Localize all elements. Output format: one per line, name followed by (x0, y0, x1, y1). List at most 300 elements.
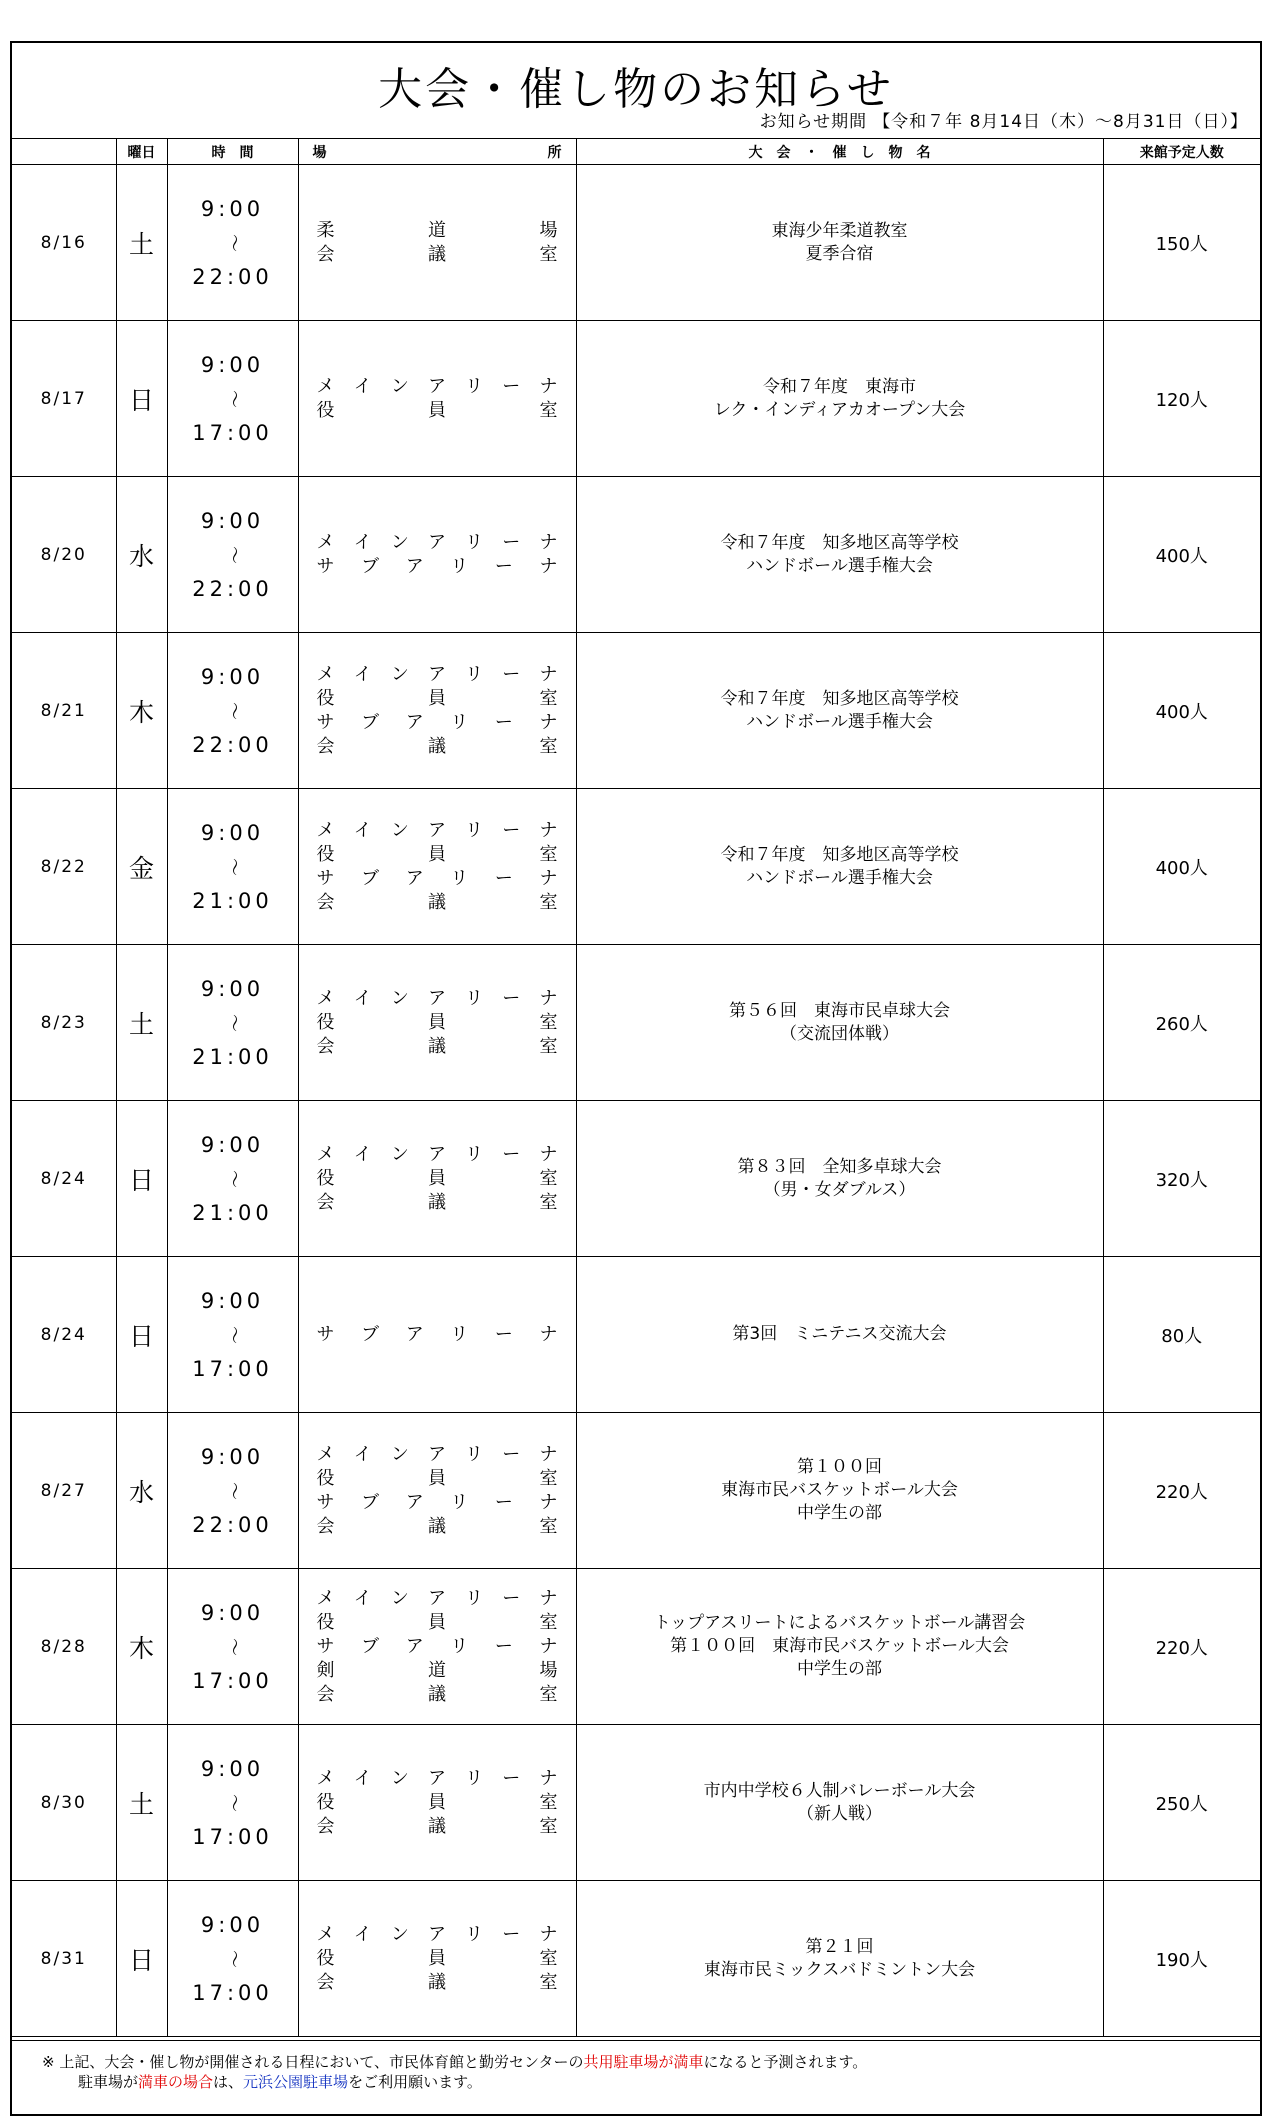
event-date: 8/24 (12, 1257, 116, 1413)
venue-name (317, 531, 558, 555)
event-name (576, 321, 1103, 477)
event-name-line: 令和７年度 知多地区高等学校 (720, 532, 959, 553)
end-time: 17:00 (192, 1356, 273, 1381)
venue-char: 議 (428, 735, 446, 757)
expected-attendance: 190人 (1103, 1881, 1260, 2037)
venue-char: メ (316, 987, 335, 1009)
venue-char: イ (353, 1767, 372, 1789)
venue-char: ー (494, 1491, 513, 1513)
venue-char: イ (353, 819, 372, 841)
event-time (167, 1413, 298, 1569)
notice-text: 駐車場が (78, 2073, 139, 2091)
start-time: 9:00 (200, 196, 265, 221)
venue-char: メ (316, 1587, 335, 1609)
venue-char: ン (390, 819, 409, 841)
venue-name (317, 1011, 558, 1035)
time-range-tilde: ～ (222, 1793, 244, 1812)
start-time: 9:00 (200, 976, 265, 1001)
event-day-of-week: 土 (116, 945, 167, 1101)
venue-char: ブ (361, 1635, 380, 1657)
event-time (167, 321, 298, 477)
table-row (12, 1725, 1260, 1881)
venue-char: 役 (316, 1947, 335, 1969)
event-day-of-week: 日 (116, 1881, 167, 2037)
venue-char: 道 (428, 219, 446, 241)
venue-char: ナ (539, 531, 558, 553)
event-date: 8/16 (12, 165, 116, 321)
venue-char: 会 (316, 735, 335, 757)
event-name (576, 165, 1103, 321)
venue-name (317, 1191, 558, 1215)
event-time (167, 1101, 298, 1257)
venue-char: 会 (316, 1815, 335, 1837)
schedule-body (12, 165, 1260, 2037)
venue-char: 議 (428, 1191, 446, 1213)
venue-char: 会 (316, 1971, 335, 1993)
venue-char: ア (405, 1635, 424, 1657)
event-name-line: 東海少年柔道教室 (771, 220, 908, 241)
venue-char: 会 (316, 243, 335, 265)
event-day-of-week: 水 (116, 477, 167, 633)
venue-char: 議 (428, 1971, 446, 1993)
venue-name (317, 375, 558, 399)
venue-char: ー (502, 1587, 521, 1609)
venue-char: ナ (539, 987, 558, 1009)
expected-attendance: 220人 (1103, 1569, 1260, 1725)
venue-char: ー (502, 663, 521, 685)
venue-name (317, 1515, 558, 1539)
event-name (576, 1413, 1103, 1569)
event-day-of-week: 土 (116, 1725, 167, 1881)
venue-char: 員 (428, 1167, 446, 1189)
venue-char: ー (502, 819, 521, 841)
event-day-of-week: 金 (116, 789, 167, 945)
event-name-line: 令和７年度 知多地区高等学校 (720, 688, 959, 709)
event-venues (298, 633, 576, 789)
venue-name (317, 735, 558, 759)
event-time (167, 1569, 298, 1725)
venue-char: ナ (539, 1443, 558, 1465)
venue-char: ン (390, 987, 409, 1009)
venue-char: 場 (539, 219, 558, 241)
venue-char: ン (390, 1923, 409, 1945)
venue-char: ア (427, 1767, 446, 1789)
venue-char: イ (353, 375, 372, 397)
venue-char: ー (502, 1443, 521, 1465)
venue-name (317, 1167, 558, 1191)
venue-char: 室 (539, 1191, 558, 1213)
venue-char: 役 (316, 1167, 335, 1189)
header-time: 時 間 (167, 139, 298, 165)
venue-char: ナ (539, 1923, 558, 1945)
venue-name (317, 843, 558, 867)
venue-name (317, 1035, 558, 1059)
event-name (576, 945, 1103, 1101)
venue-char: 員 (428, 1947, 446, 1969)
venue-char: ア (405, 711, 424, 733)
event-name-line: 第２１回 (805, 1936, 874, 1957)
time-range-tilde: ～ (222, 1013, 244, 1032)
end-time: 21:00 (192, 1044, 273, 1069)
header-event: 大 会 ・ 催 し 物 名 (576, 139, 1103, 165)
venue-char: ナ (539, 555, 558, 577)
venue-name (317, 399, 558, 423)
event-time (167, 477, 298, 633)
event-name-line: 第１００回 東海市民バスケットボール大会 (670, 1636, 1009, 1656)
venue-char: ー (502, 375, 521, 397)
venue-char: リ (450, 555, 469, 577)
venue-name (317, 867, 558, 891)
venue-char: ー (494, 711, 513, 733)
venue-char: 員 (428, 1011, 446, 1033)
header-count: 来館予定人数 (1103, 139, 1260, 165)
venue-char: ア (427, 1143, 446, 1165)
event-day-of-week: 土 (116, 165, 167, 321)
event-day-of-week: 日 (116, 1101, 167, 1257)
venue-char: 剣 (316, 1659, 335, 1681)
time-range-tilde: ～ (222, 545, 244, 564)
start-time: 9:00 (200, 820, 265, 845)
venue-char: 議 (428, 1515, 446, 1537)
table-row (12, 945, 1260, 1101)
venue-name (317, 243, 558, 267)
venue-name (317, 219, 558, 243)
venue-char: 室 (539, 1467, 558, 1489)
venue-name (317, 1143, 558, 1167)
event-venues (298, 165, 576, 321)
notice-period (760, 107, 1248, 132)
end-time: 22:00 (192, 732, 273, 757)
event-date: 8/28 (12, 1569, 116, 1725)
venue-char: 役 (316, 399, 335, 421)
venue-char: 室 (539, 1035, 558, 1057)
event-name-line: （男・女ダブルス） (763, 1179, 916, 1200)
venue-char: ナ (539, 1491, 558, 1513)
event-name-line: 中学生の部 (797, 1503, 882, 1523)
venue-char: ン (390, 375, 409, 397)
venue-char: 室 (539, 687, 558, 709)
event-date: 8/22 (12, 789, 116, 945)
time-range-tilde: ～ (222, 1637, 244, 1656)
venue-char: ブ (361, 555, 380, 577)
venue-char: ナ (539, 1587, 558, 1609)
expected-attendance: 150人 (1103, 165, 1260, 321)
expected-attendance: 400人 (1103, 633, 1260, 789)
event-date: 8/27 (12, 1413, 116, 1569)
event-name (576, 477, 1103, 633)
period-label: お知らせ期間 (759, 112, 868, 132)
venue-char: ナ (539, 1323, 558, 1345)
venue-char: サ (316, 711, 335, 733)
notice-text: をご利用願います。 (348, 2073, 482, 2091)
event-name-line: トップアスリートによるバスケットボール講習会 (653, 1613, 1026, 1633)
venue-char: 員 (428, 1611, 446, 1633)
venue-char: ナ (539, 1143, 558, 1165)
venue-char: 役 (316, 1791, 335, 1813)
start-time: 9:00 (200, 1756, 265, 1781)
venue-char: 役 (316, 1611, 335, 1633)
venue-char: ア (405, 867, 424, 889)
header-venue-spread (299, 142, 576, 162)
start-time: 9:00 (200, 1132, 265, 1157)
venue-char: 員 (428, 1467, 446, 1489)
venue-char: 員 (428, 843, 446, 865)
expected-attendance: 400人 (1103, 789, 1260, 945)
venue-char: ア (427, 375, 446, 397)
venue-char: ー (502, 1143, 521, 1165)
table-row (12, 321, 1260, 477)
header-dow: 曜日 (116, 139, 167, 165)
event-day-of-week: 木 (116, 633, 167, 789)
venue-char: 役 (316, 687, 335, 709)
event-time (167, 1725, 298, 1881)
venue-char: 場 (539, 1659, 558, 1681)
venue-char: ブ (361, 867, 380, 889)
venue-char: サ (316, 1491, 335, 1513)
table-row (12, 477, 1260, 633)
venue-char: イ (353, 1443, 372, 1465)
venue-name (317, 1767, 558, 1791)
venue-char: 室 (539, 735, 558, 757)
event-name-line: ハンドボール選手権大会 (746, 711, 933, 732)
venue-char: リ (450, 1323, 469, 1345)
venue-name (317, 1815, 558, 1839)
time-range-tilde: ～ (222, 389, 244, 408)
venue-char: イ (353, 1143, 372, 1165)
venue-char: サ (316, 1323, 335, 1345)
venue-char: ア (427, 819, 446, 841)
event-name (576, 1881, 1103, 2037)
venue-char: 室 (539, 1611, 558, 1633)
event-name (576, 1569, 1103, 1725)
venue-name (317, 1491, 558, 1515)
venue-char: 道 (428, 1659, 446, 1681)
event-time (167, 165, 298, 321)
event-date: 8/17 (12, 321, 116, 477)
venue-char: ー (502, 531, 521, 553)
venue-char: ン (390, 663, 409, 685)
time-range-tilde: ～ (222, 233, 244, 252)
venue-char: 室 (539, 399, 558, 421)
event-name-line: ハンドボール選手権大会 (746, 867, 933, 888)
venue-char: 室 (539, 1167, 558, 1189)
event-day-of-week: 木 (116, 1569, 167, 1725)
venue-name (317, 1587, 558, 1611)
time-range-tilde: ～ (222, 1481, 244, 1500)
expected-attendance: 400人 (1103, 477, 1260, 633)
venue-char: ナ (539, 1767, 558, 1789)
venue-char: ン (390, 1143, 409, 1165)
start-time: 9:00 (200, 1444, 265, 1469)
venue-char: ナ (539, 711, 558, 733)
venue-char: ー (494, 1635, 513, 1657)
event-venues (298, 1257, 576, 1413)
event-name-line: 市内中学校６人制バレーボール大会 (703, 1780, 976, 1801)
event-name-line: 第５６回 東海市民卓球大会 (729, 1000, 950, 1021)
venue-char: リ (465, 1923, 484, 1945)
venue-char: リ (450, 1635, 469, 1657)
event-time (167, 945, 298, 1101)
venue-char: ア (427, 663, 446, 685)
venue-name (317, 987, 558, 1011)
venue-char: イ (353, 1923, 372, 1945)
expected-attendance: 120人 (1103, 321, 1260, 477)
time-range-tilde: ～ (222, 1949, 244, 1968)
event-date: 8/30 (12, 1725, 116, 1881)
venue-char: ナ (539, 867, 558, 889)
venue-char: 議 (428, 1815, 446, 1837)
event-venues (298, 1101, 576, 1257)
notice-text: ※ 上記、大会・催し物が開催される日程において、市民体育館と勤労センターの (42, 2053, 584, 2071)
time-range-tilde: ～ (222, 857, 244, 876)
start-time: 9:00 (200, 1288, 265, 1313)
venue-char: 会 (316, 1035, 335, 1057)
event-time (167, 633, 298, 789)
venue-char: 室 (539, 1791, 558, 1813)
expected-attendance: 250人 (1103, 1725, 1260, 1881)
start-time: 9:00 (200, 1600, 265, 1625)
notice-text: は、 (213, 2073, 244, 2091)
parking-notice (12, 2040, 1260, 2092)
venue-char: リ (450, 867, 469, 889)
expected-attendance: 320人 (1103, 1101, 1260, 1257)
venue-char: 員 (428, 399, 446, 421)
venue-char: ン (390, 1587, 409, 1609)
time-range-tilde: ～ (222, 701, 244, 720)
end-time: 22:00 (192, 1512, 273, 1537)
start-time: 9:00 (200, 508, 265, 533)
venue-char: メ (316, 819, 335, 841)
table-row (12, 1101, 1260, 1257)
event-time (167, 789, 298, 945)
venue-char: ー (494, 867, 513, 889)
venue-char: ン (390, 1443, 409, 1465)
event-day-of-week: 日 (116, 321, 167, 477)
event-name-line: 夏季合宿 (805, 243, 874, 264)
event-venues (298, 1569, 576, 1725)
venue-char: リ (465, 375, 484, 397)
time-range-tilde: ～ (222, 1169, 244, 1188)
venue-char: リ (465, 531, 484, 553)
venue-char: リ (465, 663, 484, 685)
event-name-line: 中学生の部 (797, 1659, 882, 1679)
header-row (12, 139, 1260, 165)
event-venues (298, 1881, 576, 2037)
venue-char: ブ (361, 1323, 380, 1345)
venue-char: 室 (539, 1815, 558, 1837)
venue-name (317, 687, 558, 711)
event-date: 8/31 (12, 1881, 116, 2037)
event-day-of-week: 日 (116, 1257, 167, 1413)
event-name (576, 1257, 1103, 1413)
venue-char: ア (405, 1491, 424, 1513)
event-name (576, 1101, 1103, 1257)
venue-char: 員 (428, 687, 446, 709)
end-time: 17:00 (192, 420, 273, 445)
venue-char: 議 (428, 1035, 446, 1057)
venue-char: メ (316, 1443, 335, 1465)
end-time: 21:00 (192, 888, 273, 913)
table-row (12, 165, 1260, 321)
venue-char: 会 (316, 1191, 335, 1213)
start-time: 9:00 (200, 352, 265, 377)
expected-attendance: 260人 (1103, 945, 1260, 1101)
event-date: 8/24 (12, 1101, 116, 1257)
event-venues (298, 1725, 576, 1881)
venue-char: リ (465, 1767, 484, 1789)
venue-char: メ (316, 375, 335, 397)
header-char: 所 (547, 144, 562, 161)
event-date: 8/21 (12, 633, 116, 789)
table-row (12, 1257, 1260, 1413)
venue-char: イ (353, 1587, 372, 1609)
venue-name (317, 819, 558, 843)
header-char: 場 (312, 144, 327, 161)
event-name (576, 1725, 1103, 1881)
event-date: 8/20 (12, 477, 116, 633)
event-name-line: （新人戦） (797, 1803, 882, 1824)
venue-name (317, 1683, 558, 1707)
venue-char: イ (353, 663, 372, 685)
event-name-line: 東海市民バスケットボール大会 (721, 1480, 958, 1500)
event-name-line: ハンドボール選手権大会 (746, 555, 933, 576)
venue-char: リ (465, 1143, 484, 1165)
venue-char: 室 (539, 843, 558, 865)
venue-char: 議 (428, 1683, 446, 1705)
venue-char: リ (450, 711, 469, 733)
notice-highlight-red: 共用駐車場が満車 (583, 2053, 704, 2071)
parking-notice-line-2 (12, 2072, 1260, 2092)
venue-char: 役 (316, 1011, 335, 1033)
venue-char: 室 (539, 243, 558, 265)
venue-char: 室 (539, 1971, 558, 1993)
venue-char: イ (353, 987, 372, 1009)
venue-char: 室 (539, 1683, 558, 1705)
venue-char: 役 (316, 1467, 335, 1489)
venue-name (317, 555, 558, 579)
venue-char: サ (316, 555, 335, 577)
venue-name (317, 663, 558, 687)
event-time (167, 1257, 298, 1413)
schedule-table (12, 138, 1260, 2037)
venue-char: ア (405, 1323, 424, 1345)
venue-name (317, 1443, 558, 1467)
event-venues (298, 945, 576, 1101)
event-name-line: 東海市民ミックスバドミントン大会 (703, 1959, 976, 1980)
venue-char: ー (502, 1923, 521, 1945)
venue-char: 会 (316, 891, 335, 913)
end-time: 17:00 (192, 1824, 273, 1849)
end-time: 22:00 (192, 576, 273, 601)
venue-char: ブ (361, 1491, 380, 1513)
header-date (12, 139, 116, 165)
event-day-of-week: 水 (116, 1413, 167, 1569)
table-row (12, 1413, 1260, 1569)
venue-char: ー (494, 555, 513, 577)
venue-char: ナ (539, 663, 558, 685)
venue-name (317, 891, 558, 915)
notice-text: になると予測されます。 (703, 2053, 868, 2071)
venue-name (317, 1659, 558, 1683)
end-time: 22:00 (192, 264, 273, 289)
table-row (12, 1569, 1260, 1725)
venue-char: 室 (539, 891, 558, 913)
venue-name (317, 1923, 558, 1947)
venue-char: 会 (316, 1683, 335, 1705)
expected-attendance: 80人 (1103, 1257, 1260, 1413)
venue-char: メ (316, 1767, 335, 1789)
venue-char: サ (316, 1635, 335, 1657)
